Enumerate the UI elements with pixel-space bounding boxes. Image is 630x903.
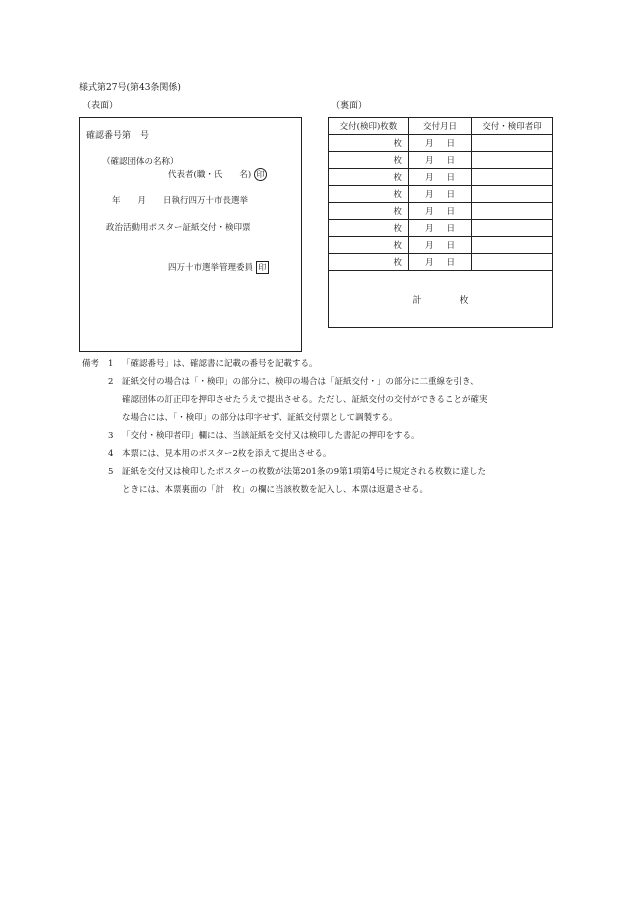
day-label: 日 bbox=[446, 173, 456, 183]
note-text: 「確認番号」は、確認書に記載の番号を記載する。 bbox=[122, 359, 318, 369]
month-label: 月 bbox=[424, 258, 434, 268]
day-label: 日 bbox=[446, 139, 456, 149]
month-label: 月 bbox=[424, 139, 434, 149]
month-label: 月 bbox=[424, 156, 434, 166]
ticket-title: 政治活動用ポスター証紙交付・検印票 bbox=[106, 223, 251, 233]
note-number: 4 bbox=[108, 449, 114, 459]
group-name-label: （確認団体の名称） bbox=[102, 157, 179, 167]
table-row bbox=[329, 169, 553, 186]
total-unit: 枚 bbox=[459, 295, 469, 306]
seal-mark: 印 bbox=[254, 168, 267, 181]
day-label: 日 bbox=[446, 156, 456, 166]
count-cell[interactable]: 枚 bbox=[329, 186, 409, 203]
total-cell[interactable] bbox=[329, 271, 553, 328]
note-text: 「交付・検印者印」欄には、当該証紙を交付又は検印した書記の押印をする。 bbox=[122, 431, 420, 441]
notes-section bbox=[82, 355, 552, 499]
date-cell[interactable] bbox=[409, 237, 472, 254]
month-label: 月 bbox=[424, 207, 434, 217]
back-side-table bbox=[328, 117, 553, 328]
day-label: 日 bbox=[446, 224, 456, 234]
total-row bbox=[329, 271, 553, 328]
front-side-box bbox=[79, 117, 302, 352]
note-text: ときには、本票裏面の「計 枚」の欄に当該枚数を記入し、本票は返還させる。 bbox=[122, 485, 429, 495]
seal-cell[interactable] bbox=[472, 203, 553, 220]
table-row bbox=[329, 186, 553, 203]
notes-lead: 備考 bbox=[82, 359, 100, 369]
note-number: 1 bbox=[108, 359, 114, 369]
count-cell[interactable]: 枚 bbox=[329, 203, 409, 220]
date-cell[interactable] bbox=[409, 135, 472, 152]
month-label: 月 bbox=[424, 224, 434, 234]
count-cell[interactable]: 枚 bbox=[329, 254, 409, 271]
count-cell[interactable]: 枚 bbox=[329, 169, 409, 186]
day-label: 日 bbox=[446, 207, 456, 217]
header-date: 交付月日 bbox=[409, 118, 472, 135]
date-cell[interactable] bbox=[409, 152, 472, 169]
representative-line bbox=[168, 168, 267, 181]
date-cell[interactable] bbox=[409, 220, 472, 237]
note-text: 確認団体の訂正印を押印させたうえで提出させる。ただし、証紙交付の交付ができることが確実 bbox=[122, 395, 488, 405]
committee-seal: 印 bbox=[256, 261, 269, 274]
count-cell[interactable]: 枚 bbox=[329, 220, 409, 237]
seal-cell[interactable] bbox=[472, 169, 553, 186]
day-label: 日 bbox=[446, 258, 456, 268]
back-table-header bbox=[329, 118, 553, 135]
committee-line bbox=[168, 261, 269, 274]
note-text: 証紙を交付又は検印したポスターの枚数が法第201条の9第1項第4号に規定される枚数に達した bbox=[122, 467, 486, 477]
table-row bbox=[329, 254, 553, 271]
confirmation-number: 確認番号第 号 bbox=[86, 131, 150, 141]
back-label: （裏面） bbox=[331, 101, 368, 111]
header-count: 交付(検印)枚数 bbox=[329, 118, 409, 135]
count-cell[interactable]: 枚 bbox=[329, 135, 409, 152]
seal-cell[interactable] bbox=[472, 152, 553, 169]
table-row bbox=[329, 237, 553, 254]
day-label: 日 bbox=[446, 241, 456, 251]
note-item bbox=[82, 355, 552, 373]
date-cell[interactable] bbox=[409, 186, 472, 203]
seal-cell[interactable] bbox=[472, 220, 553, 237]
note-item bbox=[82, 463, 552, 481]
note-item bbox=[82, 427, 552, 445]
note-item bbox=[82, 373, 552, 391]
header-seal: 交付・検印者印 bbox=[472, 118, 553, 135]
note-number: 5 bbox=[108, 467, 114, 477]
election-line: 年 月 日執行四万十市長選挙 bbox=[112, 196, 249, 206]
date-cell[interactable] bbox=[409, 203, 472, 220]
front-label: （表面） bbox=[82, 101, 119, 111]
month-label: 月 bbox=[424, 190, 434, 200]
count-cell[interactable]: 枚 bbox=[329, 152, 409, 169]
note-item bbox=[82, 445, 552, 463]
seal-cell[interactable] bbox=[472, 237, 553, 254]
month-label: 月 bbox=[424, 241, 434, 251]
form-title: 様式第27号(第43条関係) bbox=[79, 83, 181, 93]
committee-name: 四万十市選挙管理委員 bbox=[168, 263, 254, 273]
note-text: な場合には、「・検印」の部分は印字せず、証紙交付票として調製する。 bbox=[122, 413, 398, 423]
seal-cell[interactable] bbox=[472, 135, 553, 152]
note-number: 3 bbox=[108, 431, 114, 441]
table-row bbox=[329, 220, 553, 237]
table-row bbox=[329, 135, 553, 152]
table-row bbox=[329, 152, 553, 169]
count-cell[interactable]: 枚 bbox=[329, 237, 409, 254]
note-number: 2 bbox=[108, 377, 114, 387]
total-label: 計 bbox=[412, 295, 422, 306]
month-label: 月 bbox=[424, 173, 434, 183]
note-text: 本票には、見本用のポスター2枚を添えて提出させる。 bbox=[122, 449, 332, 459]
date-cell[interactable] bbox=[409, 254, 472, 271]
date-cell[interactable] bbox=[409, 169, 472, 186]
day-label: 日 bbox=[446, 190, 456, 200]
table-row bbox=[329, 203, 553, 220]
note-text: 証紙交付の場合は「・検印」の部分に、検印の場合は「証紙交付・」の部分に二重線を引き、 bbox=[122, 377, 479, 387]
representative-label: 代表者(職・氏 名) bbox=[168, 170, 252, 180]
seal-cell[interactable] bbox=[472, 254, 553, 271]
seal-cell[interactable] bbox=[472, 186, 553, 203]
